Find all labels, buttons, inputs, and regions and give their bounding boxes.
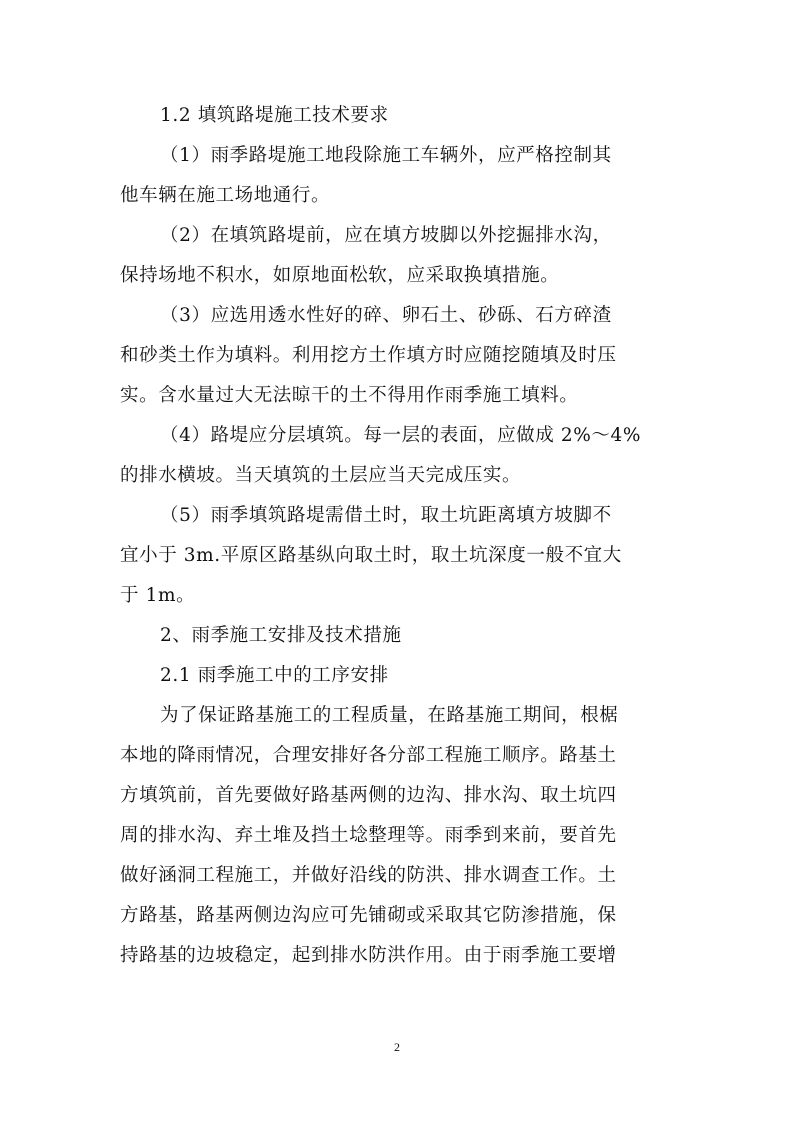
paragraph-line: 持路基的边坡稳定，起到排水防洪作用。由于雨季施工要增 xyxy=(120,945,617,966)
paragraph-line: 于 1m。 xyxy=(120,585,196,606)
paragraph-line: 做好涵洞工程施工，并做好沿线的防洪、排水调查工作。土 xyxy=(120,865,617,886)
paragraph-line: 本地的降雨情况，合理安排好各分部工程施工顺序。路基土 xyxy=(120,745,617,766)
paragraph-line: （2）在填筑路堤前，应在填方坡脚以外挖掘排水沟， xyxy=(160,225,612,246)
body-text xyxy=(120,96,680,976)
paragraph-line: （1）雨季路堤施工地段除施工车辆外，应严格控制其 xyxy=(160,145,612,166)
paragraph-line: 保持场地不积水，如原地面松软，应采取换填措施。 xyxy=(120,265,560,286)
page-number: 2 xyxy=(394,1040,400,1054)
paragraph-line: 的排水横坡。当天填筑的土层应当天完成压实。 xyxy=(120,465,522,486)
paragraph-line: 为了保证路基施工的工程质量，在路基施工期间，根椐 xyxy=(160,705,619,726)
paragraph-line: 方填筑前，首先要做好路基两侧的边沟、排水沟、取土坑四 xyxy=(120,785,617,806)
section-heading-2-1: 2.1 雨季施工中的工序安排 xyxy=(160,665,389,686)
paragraph-line: 方路基，路基两侧边沟应可先铺砌或采取其它防渗措施，保 xyxy=(120,905,617,926)
section-heading-1-2: 1.2 填筑路堤施工技术要求 xyxy=(160,105,389,126)
section-heading-2: 2、雨季施工安排及技术措施 xyxy=(160,625,402,646)
paragraph-line: （4）路堤应分层填筑。每一层的表面，应做成 2%～4% xyxy=(160,425,642,446)
paragraph-line: 实。含水量过大无法晾干的土不得用作雨季施工填料。 xyxy=(120,385,579,406)
paragraph-line: 和砂类土作为填料。利用挖方土作填方时应随挖随填及时压 xyxy=(120,345,617,366)
paragraph-line: 宜小于 3m.平原区路基纵向取土时，取土坑深度一般不宜大 xyxy=(120,545,622,566)
paragraph-line: 他车辆在施工场地通行。 xyxy=(120,185,331,206)
paragraph-line: （3）应选用透水性好的碎、卵石土、砂砾、石方碎渣 xyxy=(160,305,612,326)
paragraph-line: 周的排水沟、弃土堆及挡土埝整理等。雨季到来前，要首先 xyxy=(120,825,617,846)
paragraph-line: （5）雨季填筑路堤需借土时，取土坑距离填方坡脚不 xyxy=(160,505,612,526)
